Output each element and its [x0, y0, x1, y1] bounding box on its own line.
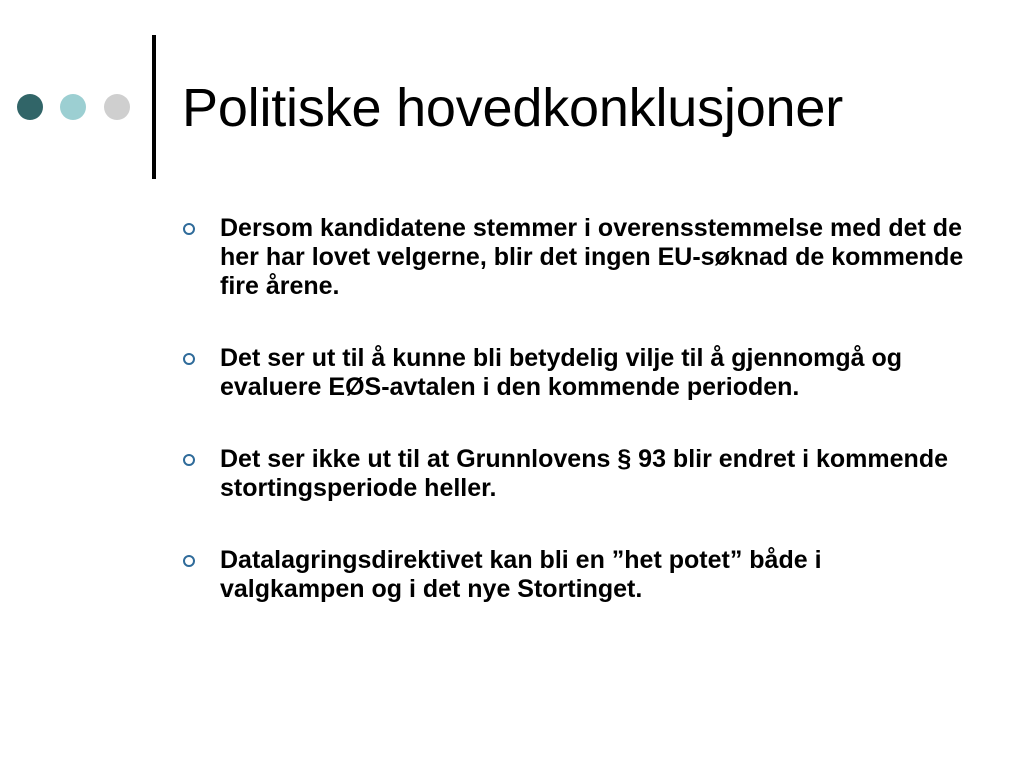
decorative-dot-icon	[17, 94, 43, 120]
bullet-text: Datalagringsdirektivet kan bli en ”het potet” både i valgkampen og i det nye Stortinget.	[220, 546, 822, 603]
bullet-text: Dersom kandidatene stemmer i overensstemmelse med det de her har lovet velgerne, blir det ingen EU-søknad de kommende fire årene.	[220, 214, 964, 300]
bullet-circle-icon	[183, 353, 195, 365]
decorative-dot-icon	[104, 94, 130, 120]
bullet-item	[182, 344, 972, 402]
slide-title: Politiske hovedkonklusjoner	[182, 78, 843, 138]
bullet-circle-icon	[183, 555, 195, 567]
bullet-item	[182, 214, 972, 301]
bullet-list	[182, 214, 972, 647]
bullet-text: Det ser ut til å kunne bli betydelig vilje til å gjennomgå og evaluere EØS-avtalen i den kommende perioden.	[220, 344, 903, 401]
title-divider	[152, 35, 156, 179]
bullet-circle-icon	[183, 454, 195, 466]
bullet-item	[182, 546, 972, 604]
bullet-item	[182, 445, 972, 503]
bullet-text: Det ser ikke ut til at Grunnlovens § 93 blir endret i kommende stortingsperiode heller.	[220, 445, 948, 502]
decorative-dot-icon	[60, 94, 86, 120]
bullet-circle-icon	[183, 223, 195, 235]
